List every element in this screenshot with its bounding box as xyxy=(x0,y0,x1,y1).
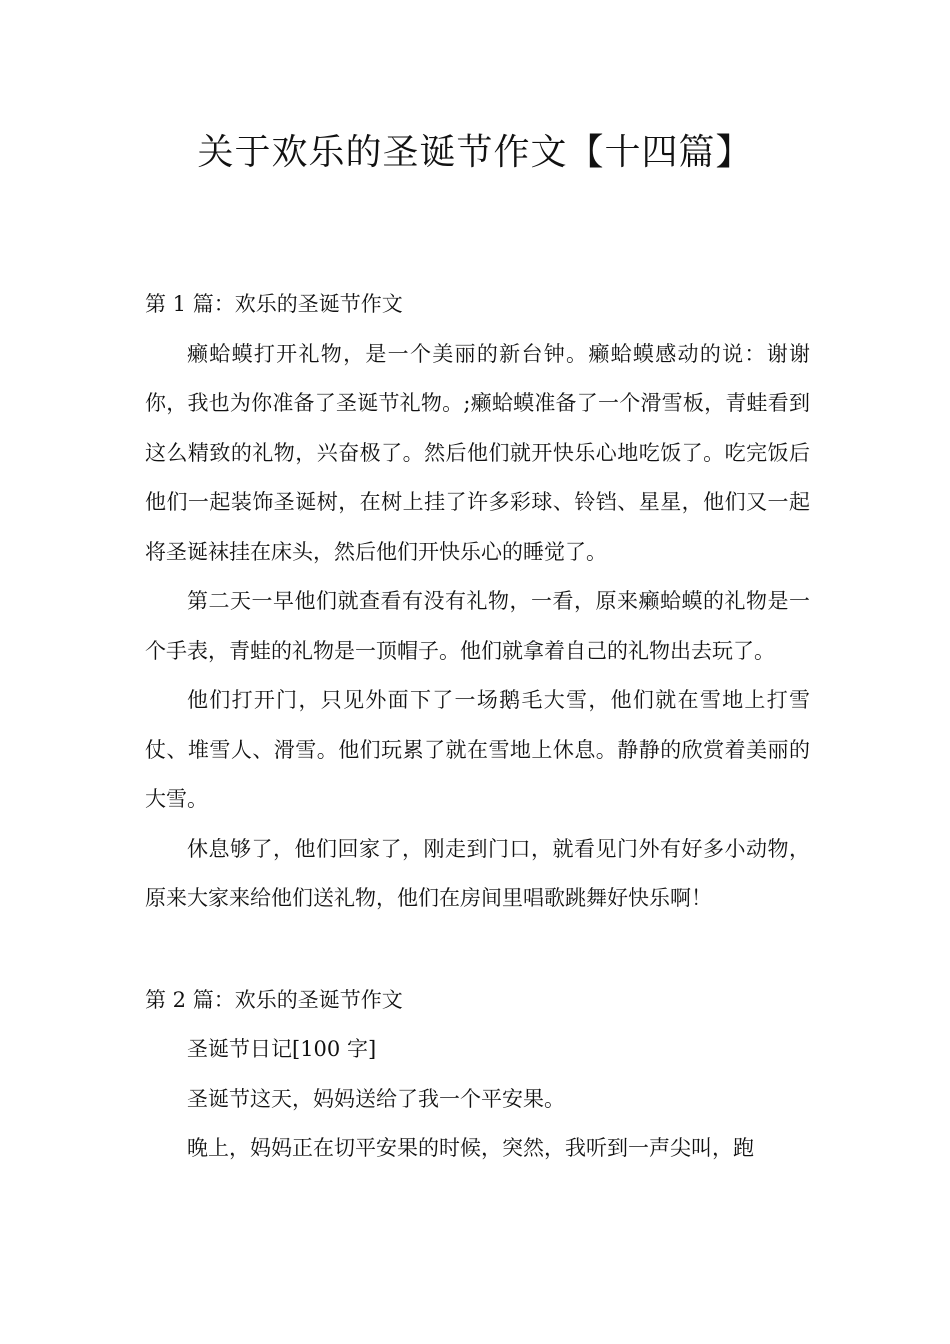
section-1 xyxy=(145,280,810,924)
paragraph: 圣诞节这天，妈妈送给了我一个平安果。 xyxy=(187,1086,565,1111)
section-heading: 第 1 篇：欢乐的圣诞节作文 xyxy=(145,292,403,316)
section-2 xyxy=(145,976,810,1174)
section-heading: 第 2 篇：欢乐的圣诞节作文 xyxy=(145,987,403,1012)
paragraph: 第二天一早他们就查看有没有礼物，一看，原来癞蛤蟆的礼物是一个手表，青蛙的礼物是一顶帽子。他们就拿着自己的礼物出去玩了。 xyxy=(145,589,810,663)
document-title: 关于欢乐的圣诞节作文【十四篇】 xyxy=(197,132,753,173)
paragraph: 晚上，妈妈正在切平安果的时候，突然，我听到一声尖叫，跑 xyxy=(187,1136,754,1160)
paragraph: 他们打开门，只见外面下了一场鹅毛大雪，他们就在雪地上打雪仗、堆雪人、滑雪。他们玩累了就在雪地上休息。静静的欣赏着美丽的大雪。 xyxy=(145,688,810,811)
section-spacer xyxy=(145,924,810,976)
paragraph: 圣诞节日记[100 字] xyxy=(187,1037,377,1061)
paragraph: 癞蛤蟆打开礼物，是一个美丽的新台钟。癞蛤蟆感动的说：谢谢你，我也为你准备了圣诞节礼物。;癞蛤蟆准备了一个滑雪板，青蛙看到这么精致的礼物，兴奋极了。然后他们就开快乐心地吃饭了。吃完饭后他们一起装饰圣诞树，在树上挂了许多彩球、铃铛、星星，他们又一起将圣诞袜挂在床头，然后他们开快乐心的睡觉了。 xyxy=(145,341,810,564)
paragraph: 休息够了，他们回家了，刚走到门口，就看见门外有好多小动物，原来大家来给他们送礼物，他们在房间里唱歌跳舞好快乐啊！ xyxy=(145,836,810,910)
document-body xyxy=(145,280,810,1174)
